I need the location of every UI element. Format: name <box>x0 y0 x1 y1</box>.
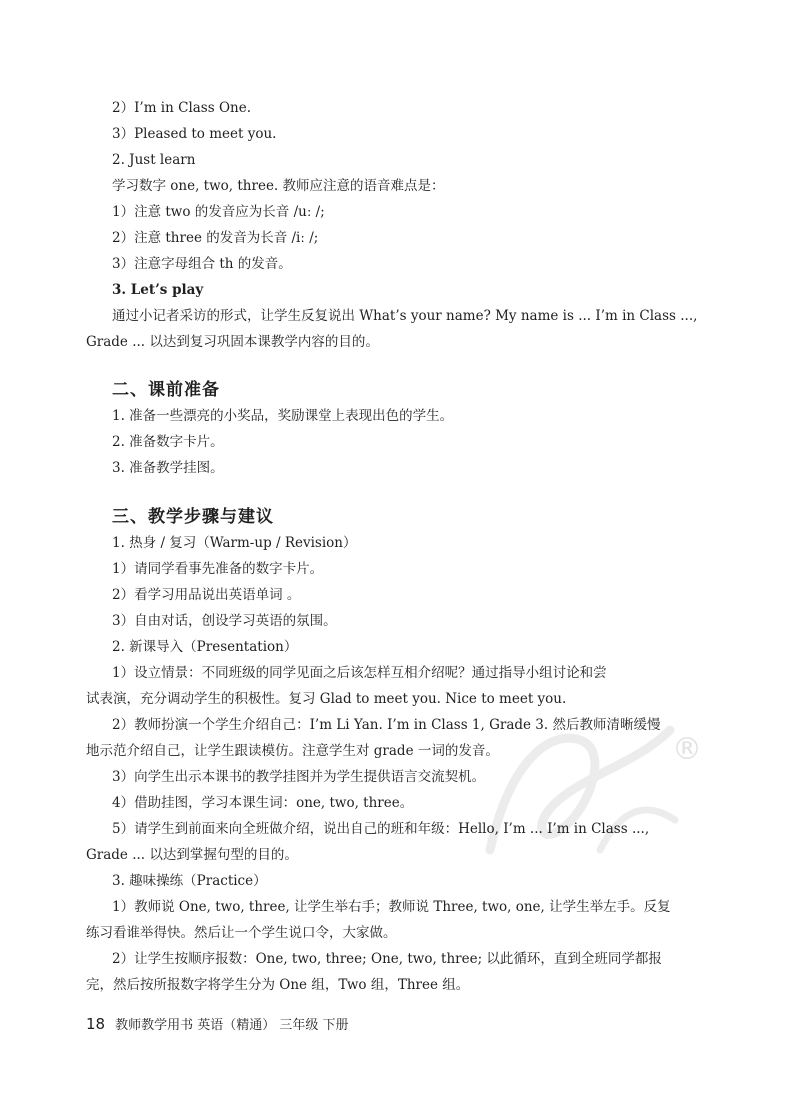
line: 3）注意字母组合 th 的发音。 <box>112 256 292 272</box>
line: 练习看谁举得快。然后让一个学生说口令，大家做。 <box>86 925 397 941</box>
line: 2）注意 three 的发音为长音 /iː /; <box>112 230 319 246</box>
line: 3）自由对话，创设学习英语的氛围。 <box>112 613 337 629</box>
line: 1. 准备一些漂亮的小奖品，奖励课堂上表现出色的学生。 <box>112 408 454 424</box>
line: 3）Pleased to meet you. <box>112 126 277 142</box>
line: 2）I’m in Class One. <box>112 100 251 116</box>
line: 2）让学生按顺序报数：One, two, three; One, two, three; 以此循环，直到全班同学都报 <box>112 951 662 967</box>
line: 1）设立情景：不同班级的同学见面之后该怎样互相介绍呢？通过指导小组讨论和尝 <box>112 665 607 681</box>
line: 1）教师说 One, two, three, 让学生举右手；教师说 Three, two, one, 让学生举左手。反复 <box>112 899 671 915</box>
line: 2. 新课导入（Presentation） <box>112 639 298 655</box>
line: 2）教师扮演一个学生介绍自己：I’m Li Yan. I’m in Class 1, Grade 3. 然后教师清晰缓慢 <box>112 717 661 733</box>
section-heading: 二、课前准备 <box>112 380 220 400</box>
line: Grade ... 以达到复习巩固本课教学内容的目的。 <box>86 334 379 350</box>
line: 地示范介绍自己，让学生跟读模仿。注意学生对 grade 一词的发音。 <box>86 743 499 759</box>
line: 1）请同学看事先准备的数字卡片。 <box>112 561 324 577</box>
registered-mark: ® <box>672 732 702 767</box>
section-heading: 三、教学步骤与建议 <box>112 507 274 527</box>
line: 3. Let’s play <box>112 282 204 298</box>
line: 3）向学生出示本课书的教学挂图并为学生提供语言交流契机。 <box>112 769 486 785</box>
line: 2. Just learn <box>112 152 196 168</box>
line: 4）借助挂图，学习本课生词：one, two, three。 <box>112 795 414 811</box>
page-footer <box>86 1014 349 1036</box>
line: 2. 准备数字卡片。 <box>112 434 224 450</box>
book-title: 教师教学用书 英语（精通） 三年级 下册 <box>115 1018 349 1033</box>
line: 通过小记者采访的形式，让学生反复说出 What’s your name? My name is ... I’m in Class ..., <box>112 308 698 324</box>
line: 试表演，充分调动学生的积极性。复习 Glad to meet you. Nice to meet you. <box>86 691 567 707</box>
line: 1. 热身 / 复习（Warm-up / Revision） <box>112 535 357 551</box>
line: 2）看学习用品说出英语单词 。 <box>112 587 301 603</box>
line: 5）请学生到前面来向全班做介绍，说出自己的班和年级：Hello, I’m ... I’m in Class ..., <box>112 821 650 837</box>
line: 完，然后按所报数字将学生分为 One 组，Two 组，Three 组。 <box>86 977 470 993</box>
line: 3. 趣味操练（Practice） <box>112 873 267 889</box>
line: 1）注意 two 的发音应为长音 /uː /; <box>112 204 325 220</box>
page-number: 18 <box>86 1015 106 1033</box>
line: Grade ... 以达到掌握句型的目的。 <box>86 847 298 863</box>
line: 学习数字 one, two, three. 教师应注意的语音难点是： <box>112 178 445 194</box>
line: 3. 准备教学挂图。 <box>112 460 224 476</box>
